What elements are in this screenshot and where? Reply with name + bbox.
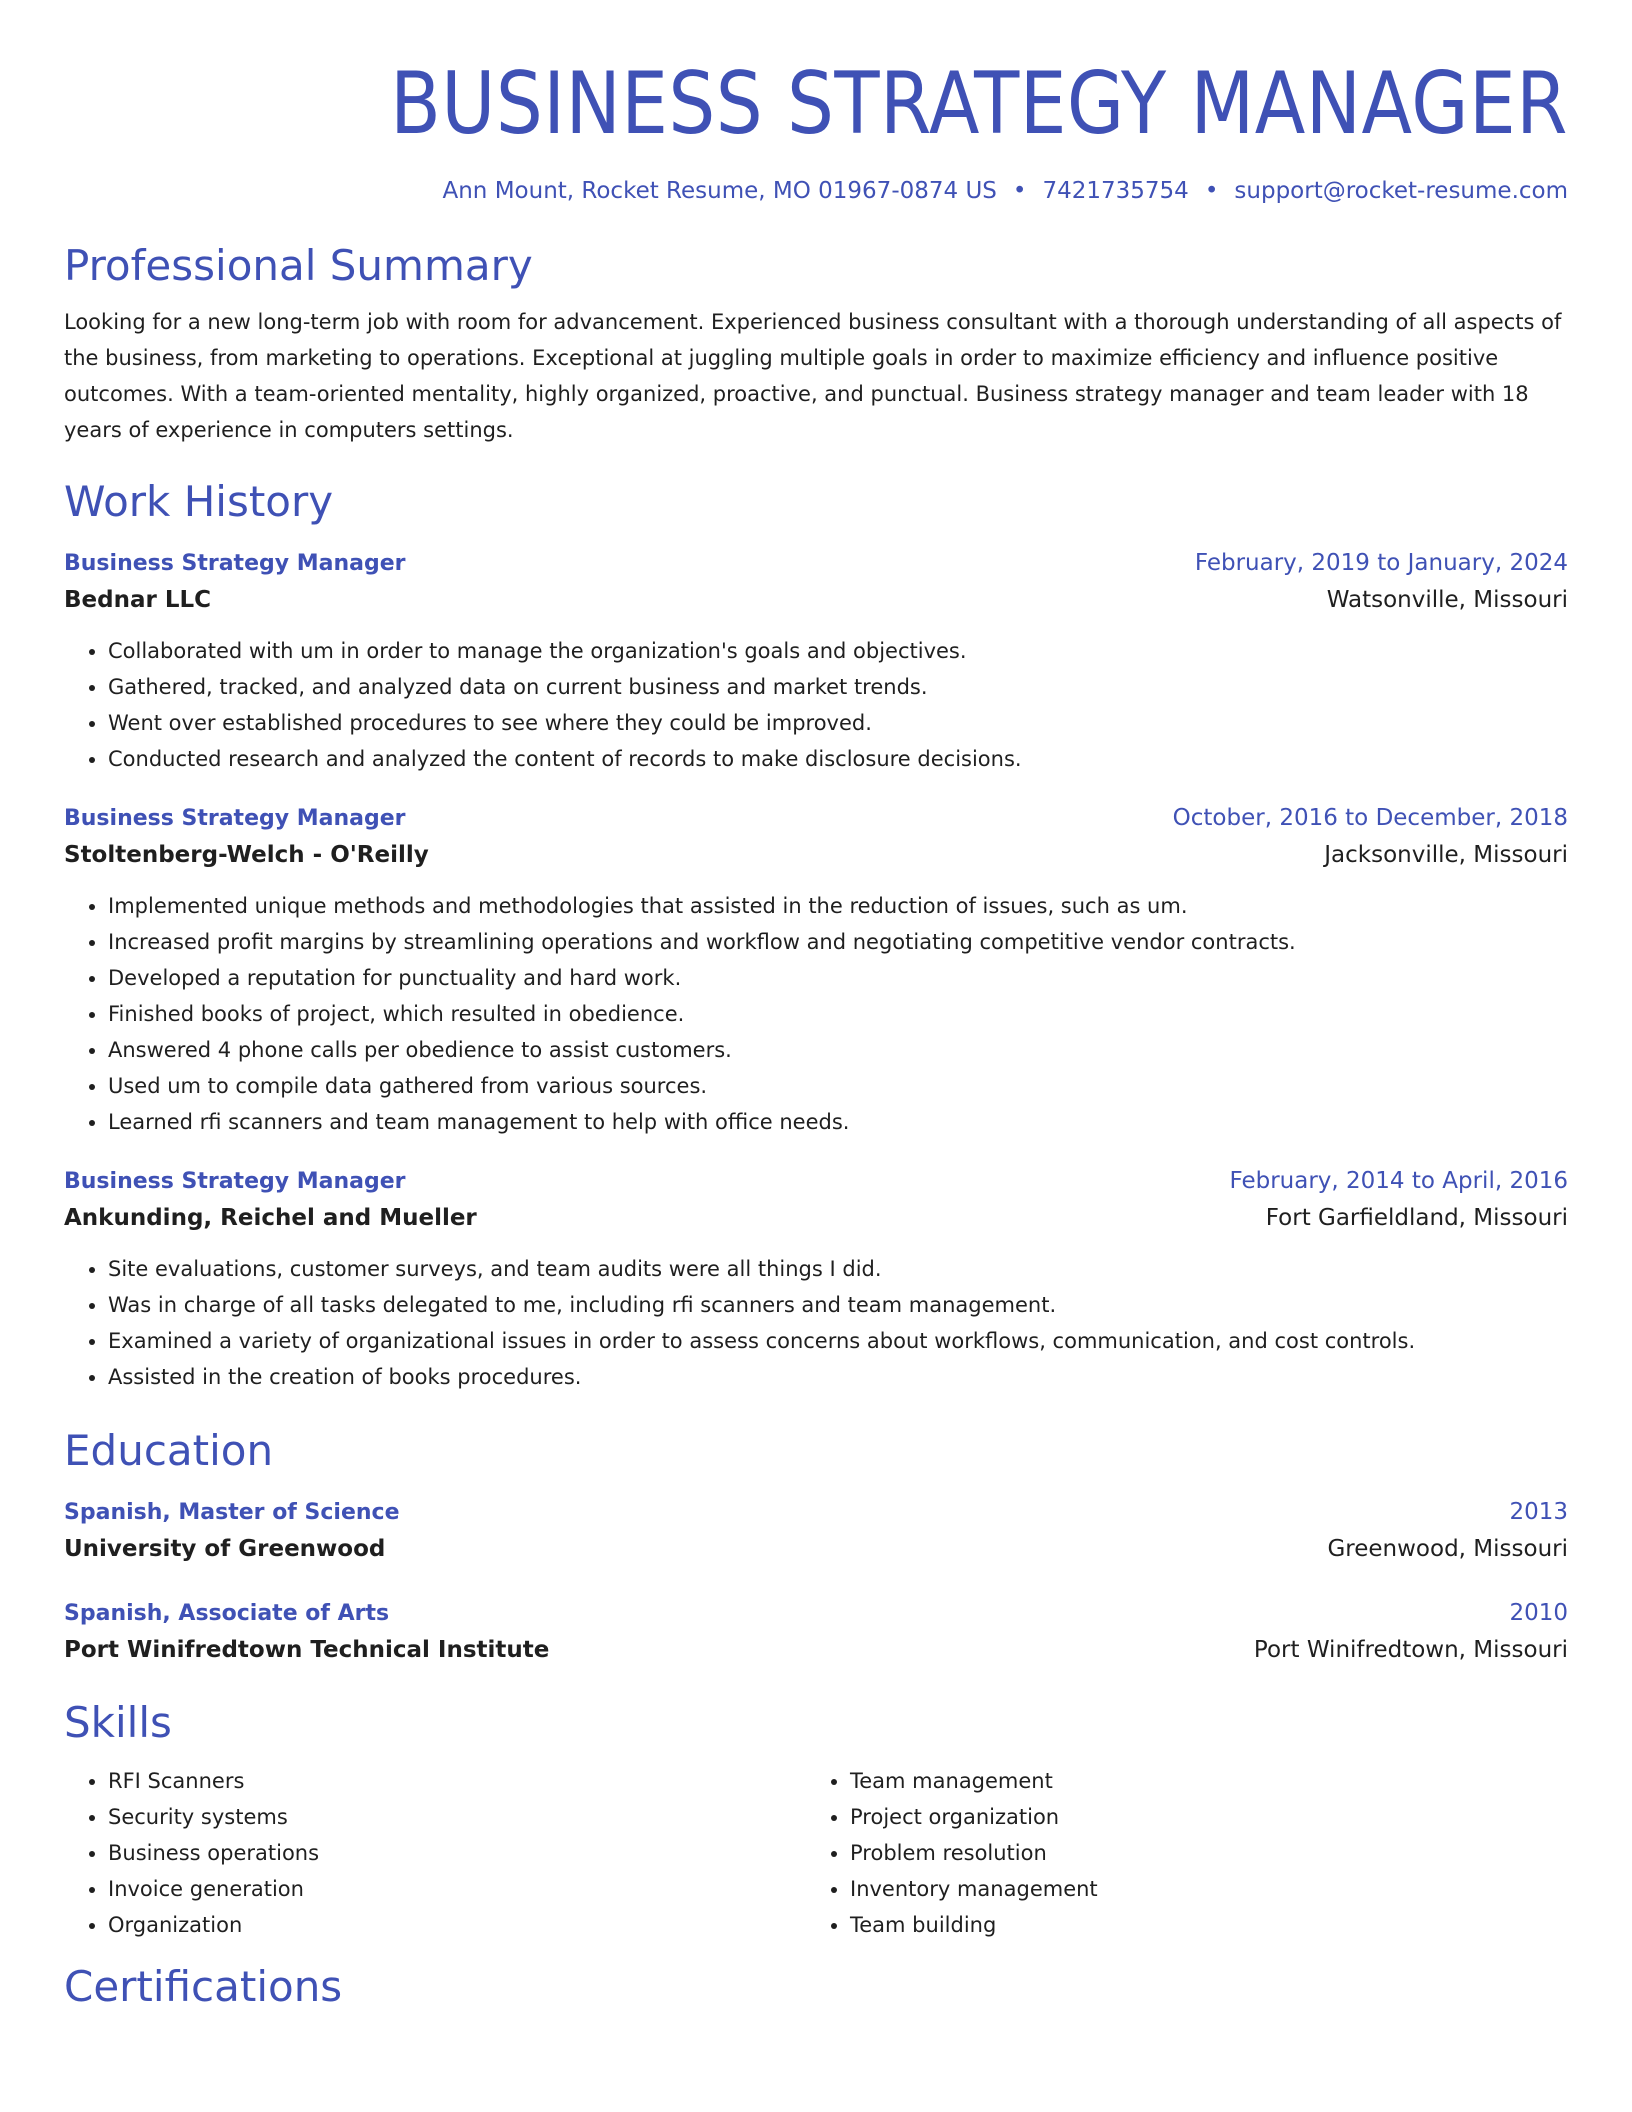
job-title: Business Strategy Manager: [64, 551, 406, 576]
resume-page: [64, 0, 1568, 2013]
skill-item: • Organization: [108, 1907, 806, 1943]
list-item: • Was in charge of all tasks delegated to me, including rfi scanners and team management.: [108, 1287, 1568, 1323]
contact-address: Ann Mount, Rocket Resume, MO 01967-0874 US: [442, 178, 997, 204]
job-entry: [64, 1164, 1568, 1395]
work-history-heading: Work History: [64, 477, 334, 526]
skill-item: • Invoice generation: [108, 1871, 806, 1907]
job-duties-list: [64, 888, 1568, 1140]
contact-separator: •: [1012, 178, 1027, 204]
skill-item: • Security systems: [108, 1799, 806, 1835]
education-heading: Education: [64, 1426, 274, 1475]
contact-phone: 7421735754: [1042, 178, 1189, 204]
job-dates: February, 2014 to April, 2016: [1229, 1168, 1568, 1194]
education-entry: [64, 1495, 1568, 1568]
list-item: • Implemented unique methods and methodologies that assisted in the reduction of issues, such as um.: [108, 888, 1568, 924]
job-entry: [64, 546, 1568, 777]
summary-heading: Professional Summary: [64, 241, 533, 290]
contact-line: [64, 176, 1568, 206]
skills-list-right: [806, 1763, 1568, 1943]
job-location: Fort Garfieldland, Missouri: [1265, 1205, 1568, 1231]
contact-email: support@rocket-resume.com: [1234, 178, 1568, 204]
certifications-heading: Certifications: [64, 1962, 343, 2011]
skills-list-left: [64, 1763, 806, 1943]
list-item: • Used um to compile data gathered from various sources.: [108, 1068, 1568, 1104]
skill-item: • Inventory management: [850, 1871, 1568, 1907]
job-dates: February, 2019 to January, 2024: [1194, 550, 1568, 576]
list-item: • Conducted research and analyzed the content of records to make disclosure decisions.: [108, 741, 1568, 777]
skills-heading: Skills: [64, 1698, 172, 1747]
skill-item: • Team management: [850, 1763, 1568, 1799]
contact-separator: •: [1204, 178, 1219, 204]
job-title: Business Strategy Manager: [64, 1169, 406, 1194]
list-item: • Finished books of project, which resulted in obedience.: [108, 996, 1568, 1032]
summary-text: Looking for a new long-term job with room for advancement. Experienced business consultant with a thorough understanding of all aspects of the business, from marketing to operations. Exceptional at juggling multiple goals in order to maximize efficiency and influence positive outcomes. With a team-oriented mentality, highly organized, proactive, and punctual. Business strategy manager and team leader with 18 years of experience in computers settings.: [64, 310, 1562, 442]
job-company: Stoltenberg-Welch - O'Reilly: [64, 842, 429, 868]
job-dates: October, 2016 to December, 2018: [1172, 805, 1568, 831]
list-item: • Developed a reputation for punctuality and hard work.: [108, 960, 1568, 996]
job-company: Bednar LLC: [64, 587, 212, 613]
list-item: • Gathered, tracked, and analyzed data on current business and market trends.: [108, 669, 1568, 705]
skill-item: • RFI Scanners: [108, 1763, 806, 1799]
school-name: Port Winifredtown Technical Institute: [64, 1637, 550, 1663]
school-location: Port Winifredtown, Missouri: [1253, 1637, 1568, 1663]
degree: Spanish, Associate of Arts: [64, 1601, 390, 1626]
list-item: • Examined a variety of organizational issues in order to assess concerns about workflows, communication, and cost controls.: [108, 1323, 1568, 1359]
school-name: University of Greenwood: [64, 1536, 386, 1562]
list-item: • Collaborated with um in order to manage the organization's goals and objectives.: [108, 633, 1568, 669]
skills-grid: [64, 1763, 1568, 1943]
school-location: Greenwood, Missouri: [1327, 1536, 1568, 1562]
job-company: Ankunding, Reichel and Mueller: [64, 1205, 477, 1231]
list-item: • Increased profit margins by streamlining operations and workflow and negotiating competitive vendor contracts.: [108, 924, 1568, 960]
resume-title: BUSINESS STRATEGY MANAGER: [390, 54, 1568, 154]
graduation-year: 2010: [1509, 1600, 1568, 1626]
skill-item: • Business operations: [108, 1835, 806, 1871]
list-item: • Learned rfi scanners and team management to help with office needs.: [108, 1104, 1568, 1140]
education-entry: [64, 1596, 1568, 1669]
job-location: Jacksonville, Missouri: [1324, 842, 1568, 868]
skill-item: • Team building: [850, 1907, 1568, 1943]
job-duties-list: [64, 633, 1568, 777]
job-title: Business Strategy Manager: [64, 806, 406, 831]
job-entry: [64, 801, 1568, 1140]
graduation-year: 2013: [1509, 1499, 1568, 1525]
job-location: Watsonville, Missouri: [1326, 587, 1568, 613]
list-item: • Site evaluations, customer surveys, and team audits were all things I did.: [108, 1251, 1568, 1287]
list-item: • Assisted in the creation of books procedures.: [108, 1359, 1568, 1395]
list-item: • Went over established procedures to see where they could be improved.: [108, 705, 1568, 741]
job-duties-list: [64, 1251, 1568, 1395]
skill-item: • Project organization: [850, 1799, 1568, 1835]
degree: Spanish, Master of Science: [64, 1500, 400, 1525]
list-item: • Answered 4 phone calls per obedience to assist customers.: [108, 1032, 1568, 1068]
skill-item: • Problem resolution: [850, 1835, 1568, 1871]
